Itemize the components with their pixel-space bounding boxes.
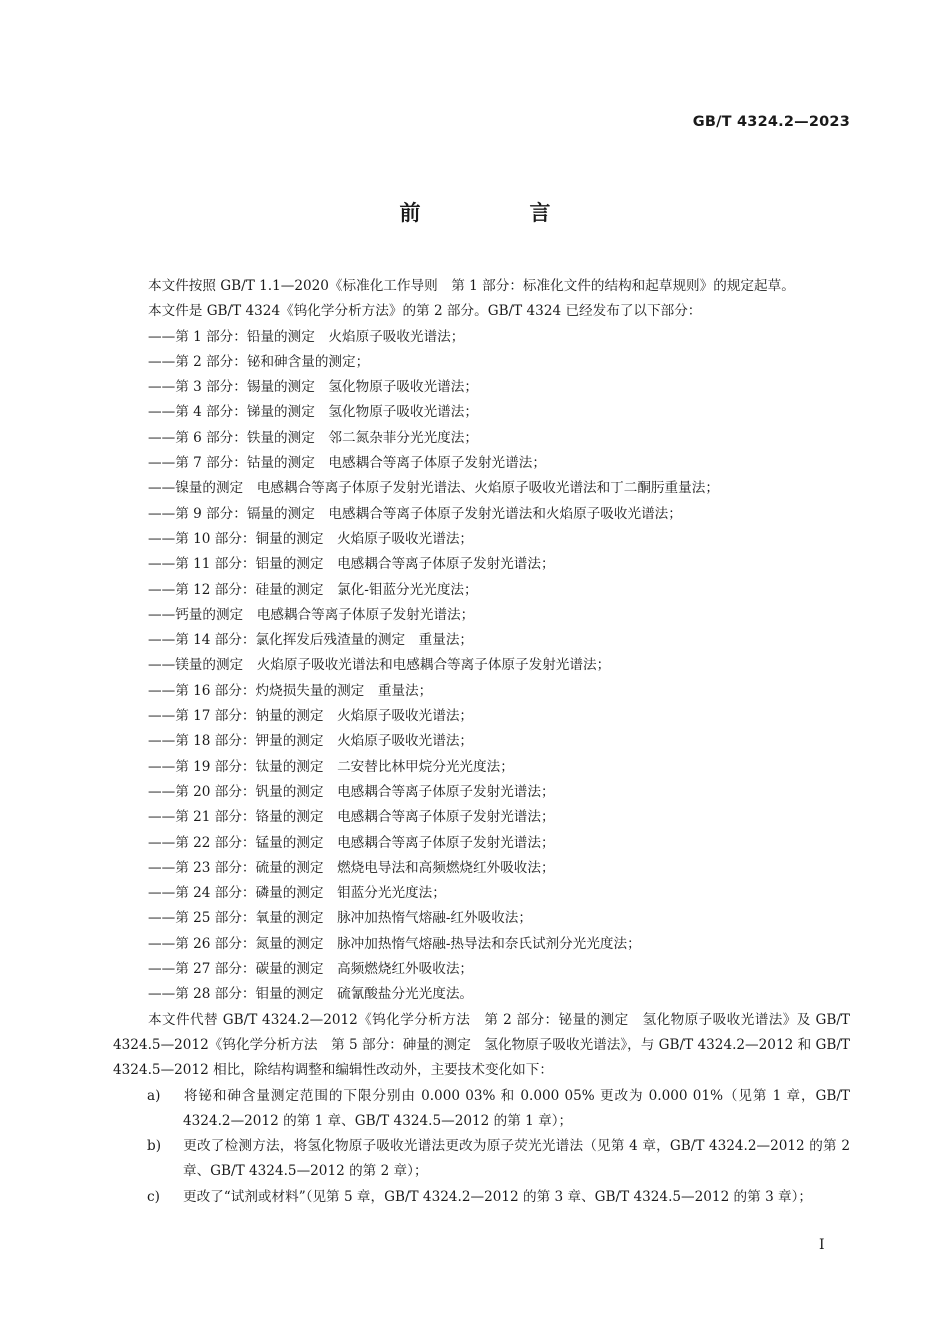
list-item: ——第 20 部分：钒量的测定 电感耦合等离子体原子发射光谱法； — [148, 783, 555, 800]
intro-paragraph-2: 本文件是 GB/T 4324《钨化学分析方法》的第 2 部分。GB/T 4324 已经发布了以下部分： — [148, 303, 702, 320]
list-item: ——第 9 部分：镉量的测定 电感耦合等离子体原子发射光谱法和火焰原子吸收光谱法； — [148, 505, 682, 522]
list-item: ——第 28 部分：钼量的测定 硫氰酸盐分光光度法。 — [148, 986, 474, 1003]
change-label: b) — [147, 1138, 162, 1155]
list-item: ——第 23 部分：硫量的测定 燃烧电导法和高频燃烧红外吸收法； — [148, 859, 555, 876]
list-item: ——第 12 部分：硅量的测定 氯化-钼蓝分光光度法； — [148, 581, 478, 598]
changes-list — [113, 1084, 850, 1210]
list-item: ——第 7 部分：钴量的测定 电感耦合等离子体原子发射光谱法； — [148, 455, 546, 472]
page-title: 前 言 — [399, 201, 595, 225]
intro-paragraph-1: 本文件按照 GB/T 1.1—2020《标准化工作导则 第 1 部分：标准化文件的结构和起草规则》的规定起草。 — [148, 278, 795, 294]
page-number: I — [819, 1237, 825, 1253]
change-item — [113, 1134, 850, 1185]
change-label: c) — [147, 1188, 160, 1205]
list-item: ——第 21 部分：铬量的测定 电感耦合等离子体原子发射光谱法； — [148, 809, 555, 826]
standard-number: GB/T 4324.2—2023 — [692, 114, 850, 130]
document-body — [113, 274, 850, 1210]
list-item: ——第 24 部分：磷量的测定 钼蓝分光光度法； — [148, 885, 446, 902]
parts-list — [113, 325, 850, 1008]
change-text: 更改了检测方法，将氢化物原子吸收光谱法更改为原子荧光光谱法（见第 4 章，GB/T 4324.2—2012 的第 2 章、GB/T 4324.5—2012 的第 2 章）； — [183, 1138, 850, 1180]
list-item: ——镁量的测定 火焰原子吸收光谱法和电感耦合等离子体原子发射光谱法； — [148, 657, 611, 674]
list-item: ——第 18 部分：钾量的测定 火焰原子吸收光谱法； — [148, 733, 474, 750]
list-item: ——第 14 部分：氯化挥发后残渣量的测定 重量法； — [148, 632, 474, 649]
list-item: ——第 10 部分：铜量的测定 火焰原子吸收光谱法； — [148, 530, 474, 547]
change-text: 将铋和砷含量测定范围的下限分别由 0.000 03% 和 0.000 05% 更改为 0.000 01%（见第 1 章，GB/T 4324.2—2012 的第 1 章、GB/T 4324.5—2012 的第 1 章）； — [183, 1087, 850, 1129]
list-item: ——第 16 部分：灼烧损失量的测定 重量法； — [148, 682, 433, 699]
list-item: ——第 17 部分：钠量的测定 火焰原子吸收光谱法； — [148, 708, 474, 725]
list-item: ——第 11 部分：铝量的测定 电感耦合等离子体原子发射光谱法； — [148, 556, 555, 573]
change-label: a) — [147, 1087, 161, 1104]
list-item: ——镍量的测定 电感耦合等离子体原子发射光谱法、火焰原子吸收光谱法和丁二酮肟重量法； — [148, 480, 719, 497]
list-item: ——第 22 部分：锰量的测定 电感耦合等离子体原子发射光谱法； — [148, 834, 555, 851]
replacement-paragraph: 本文件代替 GB/T 4324.2—2012《钨化学分析方法 第 2 部分：铋量的测定 氢化物原子吸收光谱法》及 GB/T 4324.5—2012《钨化学分析方法 第 5 部分：砷量的测定 氢化物原子吸收光谱法》，与 GB/T 4324.2—2012 和 GB/T 4324.5—2012 相比，除结构调整和编辑性改动外，主要技术变化如下： — [113, 1011, 850, 1079]
list-item: ——第 2 部分：铋和砷含量的测定； — [148, 353, 370, 370]
list-item: ——钙量的测定 电感耦合等离子体原子发射光谱法； — [148, 606, 475, 623]
change-text: 更改了“试剂或材料”（见第 5 章，GB/T 4324.2—2012 的第 3 章、GB/T 4324.5—2012 的第 3 章）； — [183, 1188, 813, 1205]
list-item: ——第 19 部分：钛量的测定 二安替比林甲烷分光光度法； — [148, 758, 514, 775]
list-item: ——第 6 部分：铁量的测定 邻二氮杂菲分光光度法； — [148, 429, 478, 446]
change-item — [113, 1084, 850, 1135]
list-item: ——第 26 部分：氮量的测定 脉冲加热惰气熔融-热导法和奈氏试剂分光光度法； — [148, 935, 641, 952]
list-item: ——第 27 部分：碳量的测定 高频燃烧红外吸收法； — [148, 961, 474, 978]
list-item: ——第 25 部分：氧量的测定 脉冲加热惰气熔融-红外吸收法； — [148, 910, 532, 927]
list-item: ——第 4 部分：锑量的测定 氢化物原子吸收光谱法； — [148, 404, 478, 421]
list-item: ——第 1 部分：铅量的测定 火焰原子吸收光谱法； — [148, 328, 465, 345]
change-item — [113, 1185, 850, 1210]
list-item: ——第 3 部分：锡量的测定 氢化物原子吸收光谱法； — [148, 379, 478, 396]
